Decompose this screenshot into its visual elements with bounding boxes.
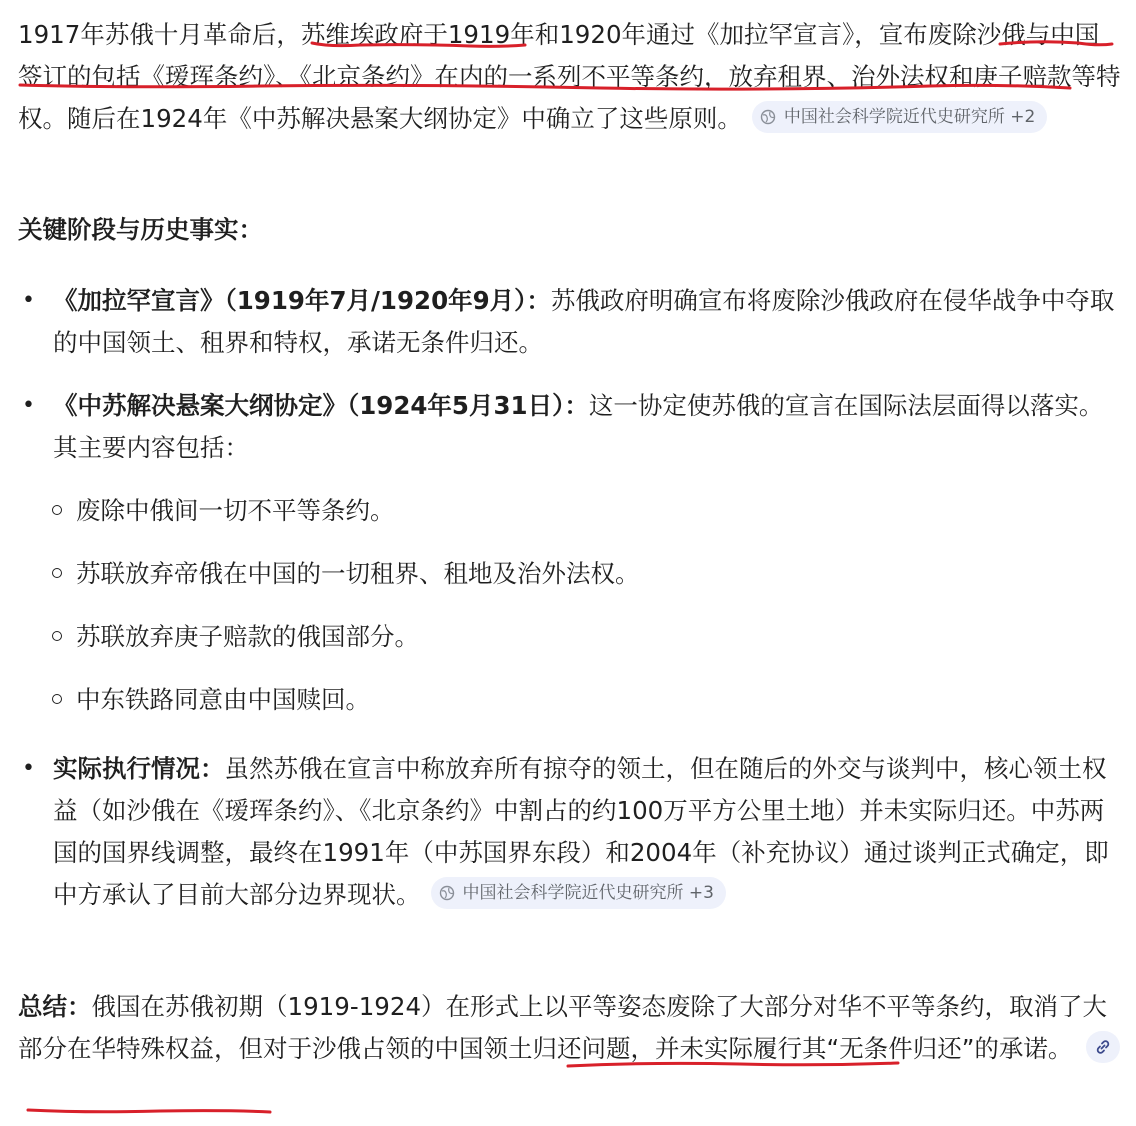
globe-icon bbox=[439, 885, 455, 901]
sub-bullet-circle bbox=[52, 631, 62, 641]
sub-list-item-text: 废除中俄间一切不平等条约。 bbox=[76, 496, 395, 525]
list-item-lead: 《加拉罕宣言》（1919年7月/1920年9月）： bbox=[53, 286, 551, 315]
sub-bullet-circle bbox=[52, 505, 62, 515]
sub-list-item bbox=[52, 490, 395, 532]
list-item-text: 这一协定使苏俄的宣言在国际法层面得以落实。其主要内容包括： bbox=[53, 391, 1104, 462]
list-item-text: 虽然苏俄在宣言中称放弃所有掠夺的领土，但在随后的外交与谈判中，核心领土权益（如沙俄在《瑷珲条约》、《北京条约》中割占的约100万平方公里土地）并未实际归还。中苏两国的国界线调整，最终在1991年（中苏国界东段）和2004年（补充协议）通过谈判正式确定，即中方承认了目前大部分边界现状。 bbox=[53, 754, 1109, 909]
summary-lead: 总结： bbox=[18, 992, 92, 1021]
list-item-lead: 《中苏解决悬案大纲协定》（1924年5月31日）： bbox=[53, 391, 589, 420]
list-item-lead: 实际执行情况： bbox=[53, 754, 225, 783]
sub-list-item-text: 中东铁路同意由中国赎回。 bbox=[76, 685, 370, 714]
sub-bullet-circle bbox=[52, 694, 62, 704]
sub-list-item bbox=[52, 616, 419, 658]
bullet-dot: • bbox=[22, 393, 35, 418]
sub-list-item-text: 苏联放弃庚子赔款的俄国部分。 bbox=[76, 622, 419, 651]
link-chip[interactable] bbox=[1086, 1031, 1120, 1063]
summary-paragraph bbox=[18, 986, 1123, 1070]
bullet-dot: • bbox=[22, 288, 35, 313]
sub-list-item bbox=[52, 679, 370, 721]
red-underline bbox=[28, 1110, 270, 1112]
list-item-text: 苏俄政府明确宣布将废除沙俄政府在侵华战争中夺取的中国领土、租界和特权，承诺无条件归还。 bbox=[53, 286, 1115, 357]
source-chip-label: 中国社会科学院近代史研究所 +3 bbox=[462, 883, 714, 903]
sub-bullet-circle bbox=[52, 568, 62, 578]
intro-text: 1917年苏俄十月革命后，苏维埃政府于1919年和1920年通过《加拉罕宣言》，宣布废除沙俄与中国签订的包括《瑷珲条约》、《北京条约》在内的一系列不平等条约，放弃租界、治外法权和庚子赔款等特权。随后在1924年《中苏解决悬案大纲协定》中确立了这些原则。 bbox=[18, 20, 1121, 133]
list-item-body bbox=[53, 748, 1123, 916]
sub-list-item-text: 苏联放弃帝俄在中国的一切租界、租地及治外法权。 bbox=[76, 559, 640, 588]
intro-paragraph bbox=[18, 14, 1123, 140]
summary-text: 俄国在苏俄初期（1919-1924）在形式上以平等姿态废除了大部分对华不平等条约，取消了大部分在华特殊权益，但对于沙俄占领的中国领土归还问题，并未实际履行其“无条件归还”的承诺。 bbox=[18, 992, 1108, 1063]
link-icon bbox=[1095, 1039, 1111, 1055]
list-item-body bbox=[53, 385, 1123, 469]
source-chip[interactable] bbox=[431, 877, 726, 909]
source-chip-label: 中国社会科学院近代史研究所 +2 bbox=[783, 107, 1036, 127]
globe-icon bbox=[760, 109, 776, 125]
section-heading: 关键阶段与历史事实： bbox=[18, 215, 263, 244]
bullet-dot: • bbox=[22, 756, 35, 781]
source-chip[interactable] bbox=[752, 101, 1047, 133]
list-item-body bbox=[53, 280, 1123, 364]
sub-list-item bbox=[52, 553, 640, 595]
